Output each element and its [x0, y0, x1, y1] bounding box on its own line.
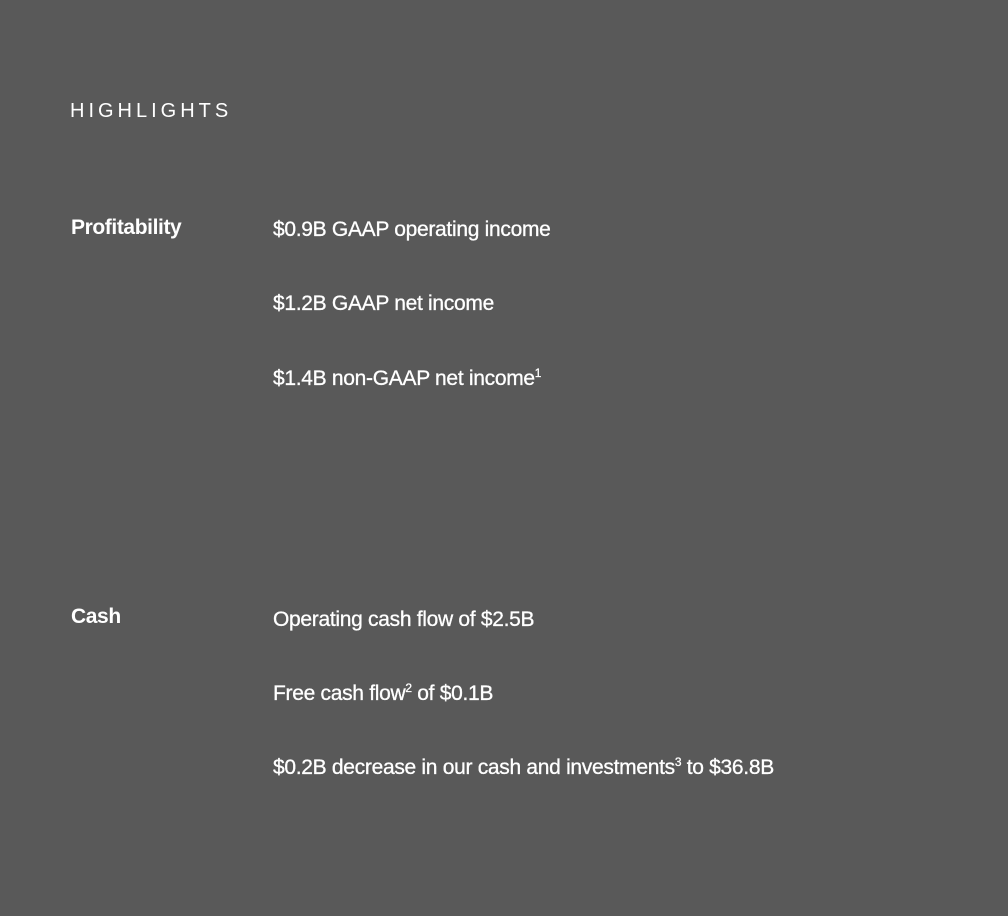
section-label-cash: Cash: [71, 605, 121, 628]
item-text-suffix: to $36.8B: [681, 756, 774, 779]
item-text: Free cash flow: [273, 682, 406, 705]
item-text-suffix: of $0.1B: [411, 682, 494, 705]
cash-item-operating-cash-flow: Operating cash flow of $2.5B: [273, 608, 535, 631]
profitability-item-net-income: $1.2B GAAP net income: [273, 292, 494, 315]
profitability-item-operating-income: $0.9B GAAP operating income: [273, 218, 551, 241]
item-text: $0.2B decrease in our cash and investments: [273, 756, 675, 779]
footnote-marker: 2: [405, 681, 412, 695]
cash-item-cash-and-investments: [273, 755, 774, 781]
footnote-marker: 3: [674, 755, 682, 769]
item-text: $1.4B non-GAAP net income: [273, 367, 535, 390]
cash-item-free-cash-flow: [273, 681, 493, 707]
footnote-marker: 1: [534, 366, 542, 380]
section-label-profitability: Profitability: [71, 216, 182, 239]
profitability-item-non-gaap-net-income: [273, 366, 541, 392]
page-heading: HIGHLIGHTS: [70, 100, 233, 122]
